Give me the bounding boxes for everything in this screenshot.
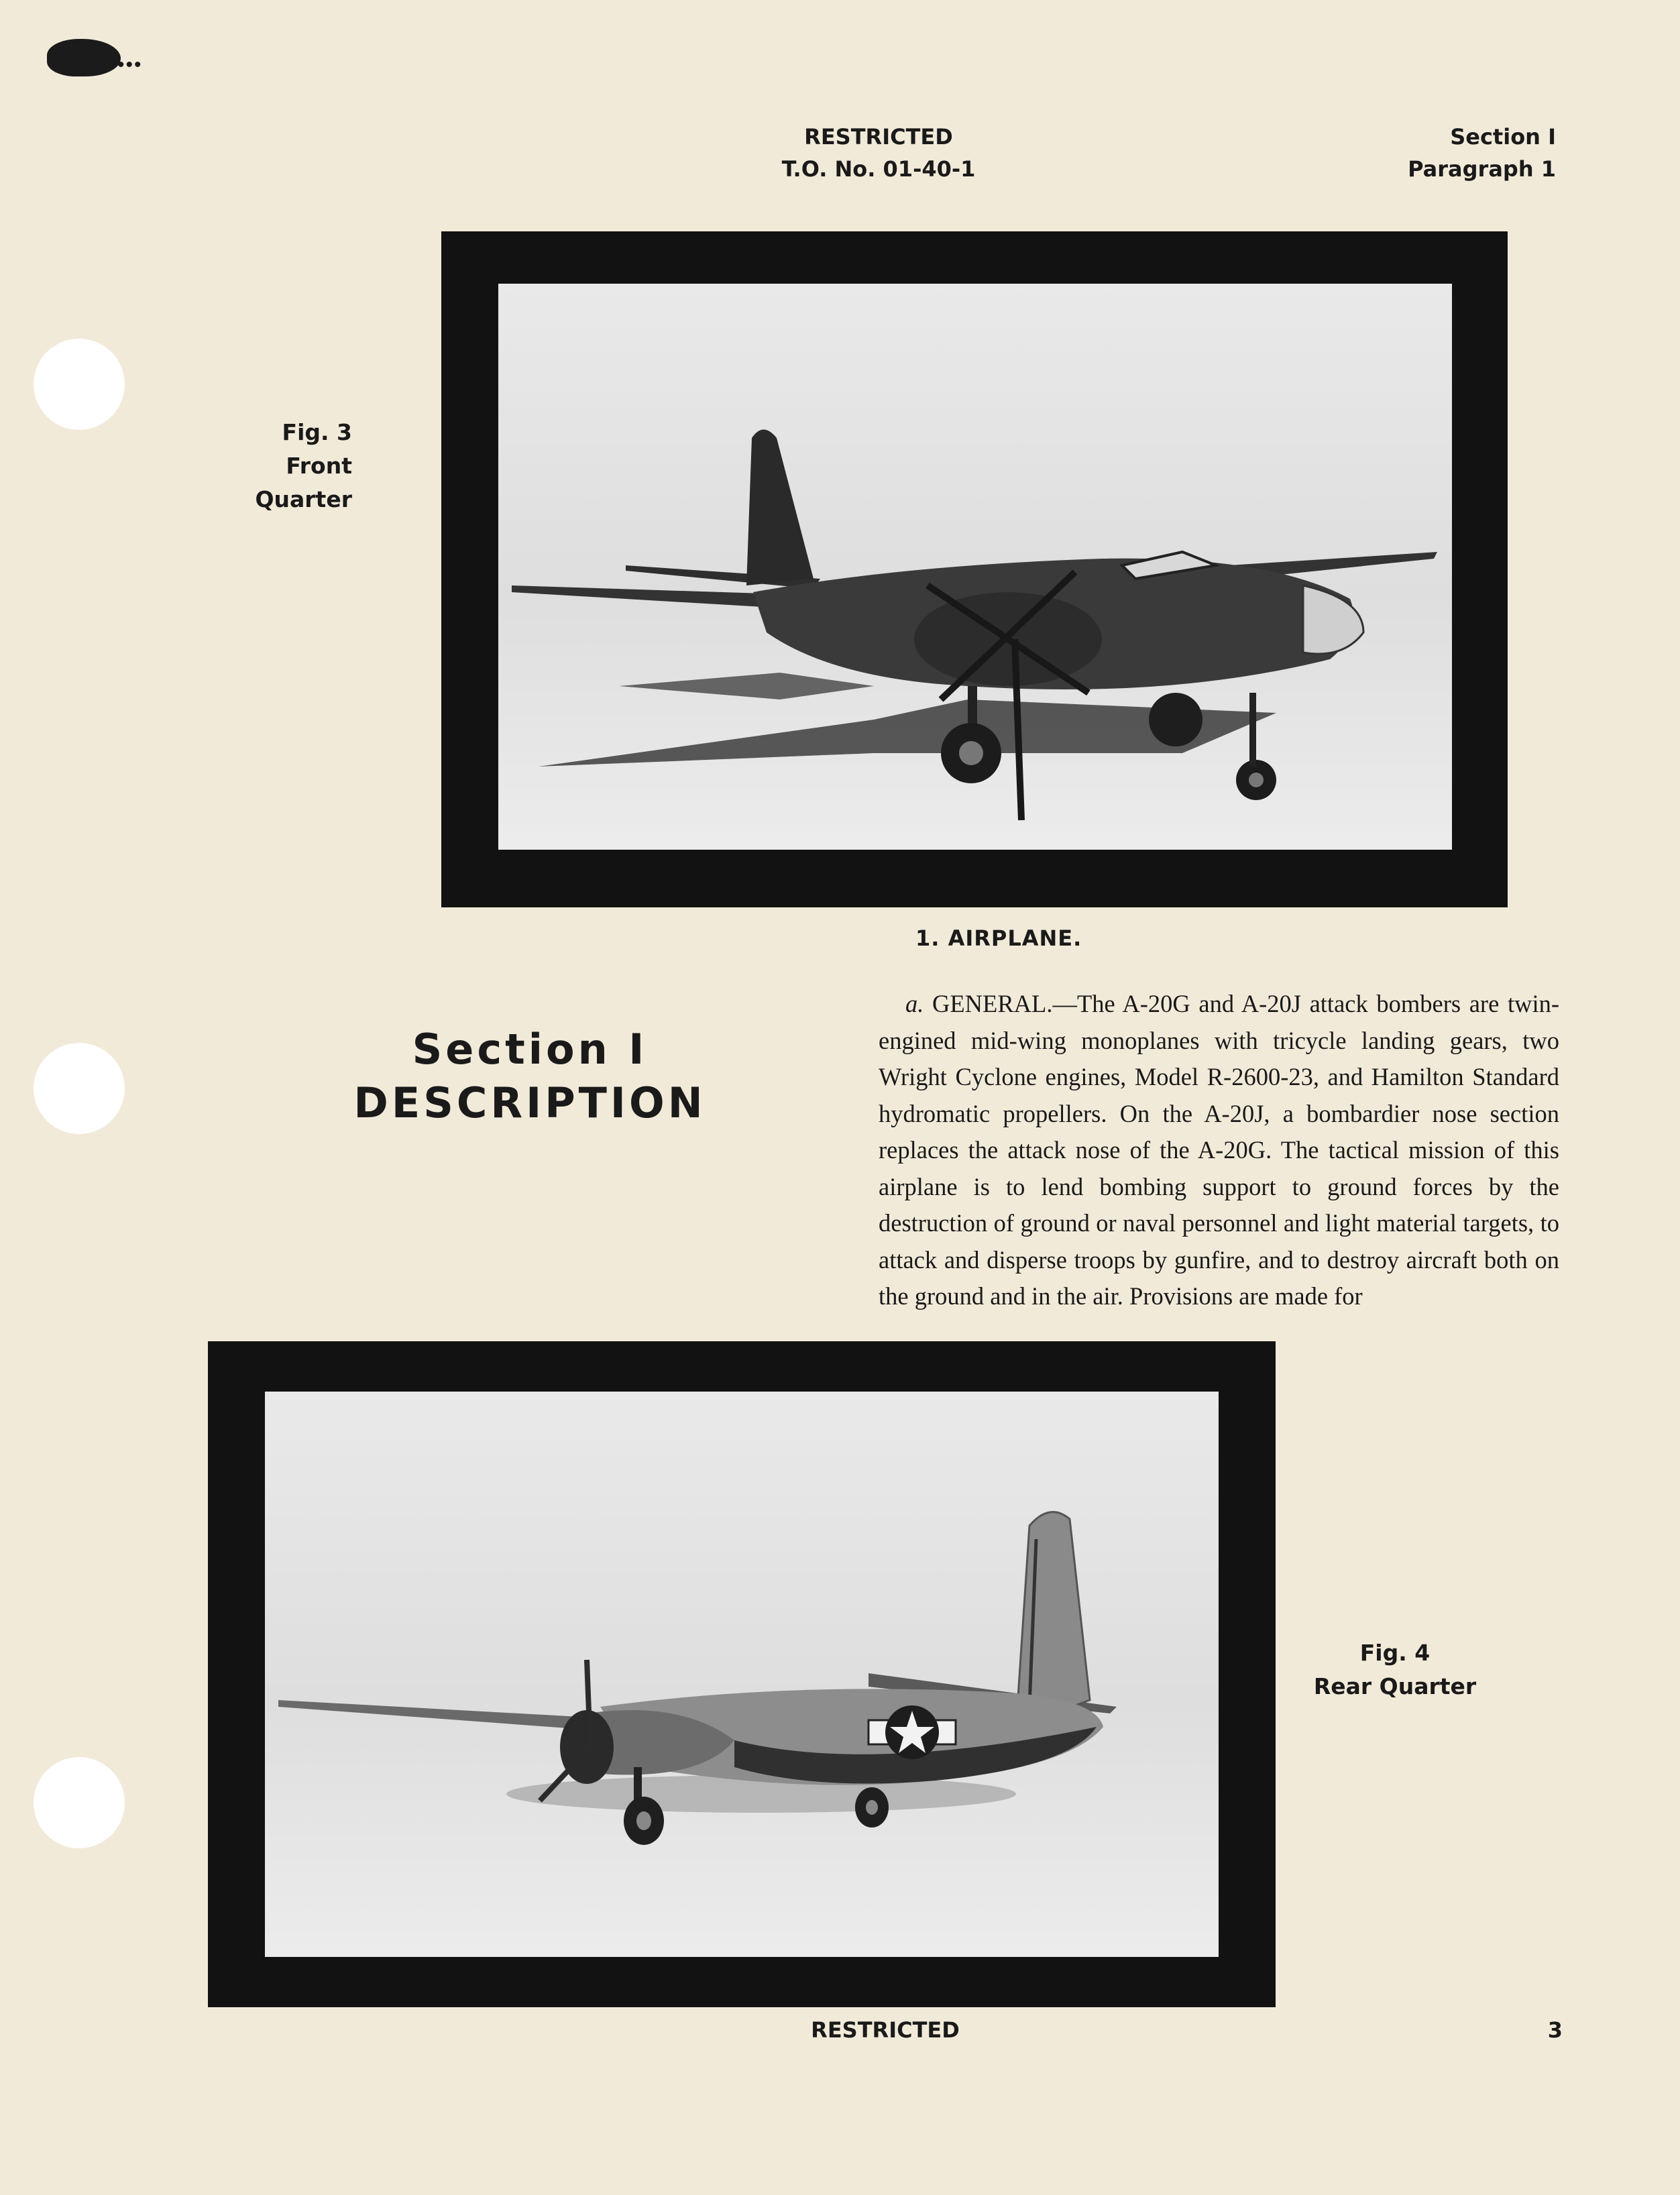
ink-stain — [47, 39, 121, 76]
paragraph-heading: 1. AIRPLANE. — [915, 925, 1082, 951]
binder-hole-bottom — [34, 1757, 125, 1848]
paragraph-a — [879, 986, 1559, 1315]
header-classification: RESTRICTED — [804, 124, 953, 150]
paragraph-a-text: GENERAL.—The A-20G and A-20J attack bombers are twin-engined mid-wing monoplanes with tricycle landing gears, two Wright Cyclone engines, Model R-2600-23, and Hamilton Standard hydromatic propellers. On the A-20J, a bombardier nose section replaces the attack nose of the A-20G. The tactical mission of this airplane is to lend bombing support to ground forces by the destruction of ground or naval personnel and light material targets, to attack and disperse troops by gunfire, and to destroy aircraft both on the ground and in the air. Provisions are made for — [879, 990, 1559, 1310]
binder-hole-middle — [34, 1043, 125, 1134]
figure-3-caption-line1: Front — [286, 453, 352, 479]
figure-4-caption-text: Rear Quarter — [1313, 1673, 1477, 1699]
figure-4-label: Fig. 4 — [1359, 1640, 1431, 1666]
rear-quarter-airplane-image — [265, 1392, 1219, 1957]
figure-4-photo — [265, 1392, 1219, 1957]
header-paragraph: Paragraph 1 — [1408, 156, 1556, 182]
header-center — [724, 121, 1033, 185]
header-right — [1274, 121, 1556, 185]
section-title — [335, 1023, 724, 1130]
figure-3-caption-line2: Quarter — [255, 486, 352, 512]
header-to-number: T.O. No. 01-40-1 — [781, 156, 976, 182]
figure-4-caption — [1294, 1636, 1496, 1703]
figure-3-caption — [194, 416, 352, 516]
front-quarter-airplane-image — [498, 284, 1452, 850]
section-title-line2: DESCRIPTION — [353, 1078, 706, 1127]
page-number: 3 — [1547, 2017, 1563, 2043]
section-title-line1: Section I — [412, 1025, 648, 1074]
figure-3-photo — [498, 284, 1452, 850]
figure-3-frame — [441, 231, 1508, 907]
paragraph-a-label: a. — [905, 990, 924, 1017]
figure-4-frame — [208, 1341, 1276, 2007]
figure-3-label: Fig. 3 — [282, 419, 352, 445]
binder-hole-top — [34, 339, 125, 430]
header-section: Section I — [1450, 124, 1556, 150]
footer-classification: RESTRICTED — [811, 2017, 960, 2043]
ink-stain-dots: ••• — [117, 54, 143, 76]
